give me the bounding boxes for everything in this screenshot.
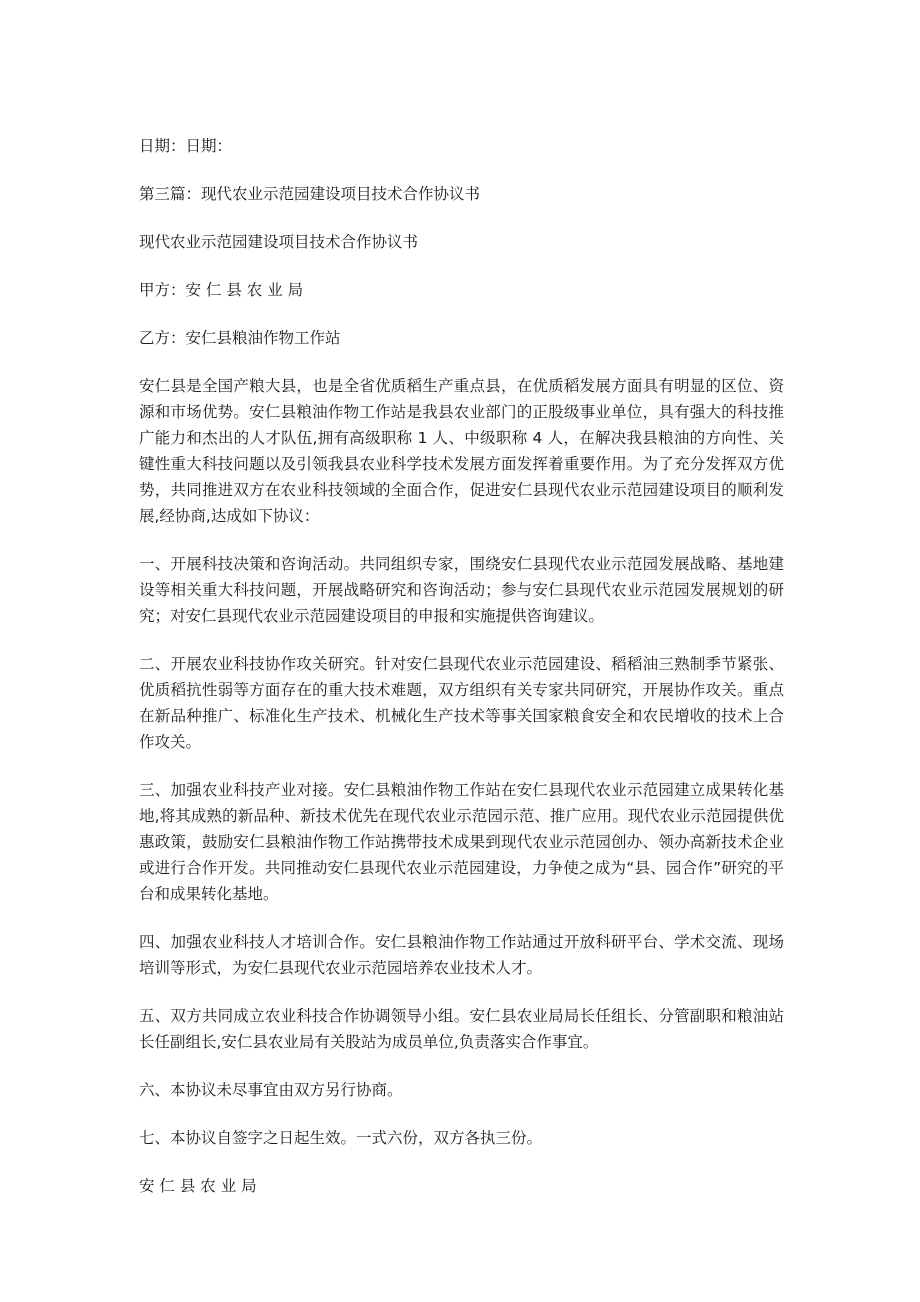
date-line: 日期：日期： bbox=[139, 137, 233, 155]
clause-3: 三、加强农业科技产业对接。安仁县粮油作物工作站在安仁县现代农业示范园建立成果转化基地,将其成熟的新品种、新技术优先在现代农业示范园示范、推广应用。现代农业示范园提供优惠政策，鼓励安仁县粮油作物工作站携带技术成果到现代农业示范园创办、领办高新技术企业或进行合作开发。共同推动安仁县现代农业示范园建设，力争使之成为“县、园合作”研究的平台和成果转化基地。 bbox=[139, 781, 784, 903]
document-body bbox=[139, 133, 784, 1199]
clause-6: 六、本协议未尽事宜由双方另行协商。 bbox=[139, 1081, 403, 1099]
agreement-title: 现代农业示范园建设项目技术合作协议书 bbox=[139, 233, 419, 251]
intro-paragraph: 安仁县是全国产粮大县，也是全省优质稻生产重点县，在优质稻发展方面具有明显的区位、资源和市场优势。安仁县粮油作物工作站是我县农业部门的正股级事业单位，具有强大的科技推广能力和杰出的人才队伍,拥有高级职称 1 人、中级职称 4 人，在解决我县粮油的方向性、关键性重大科技问题以及引领我县农业科学技术发展方面发挥着重要作用。为了充分发挥双方优势，共同推进双方在农业科技领域的全面合作，促进安仁县现代农业示范园建设项目的顺利发展,经协商,达成如下协议： bbox=[139, 377, 784, 525]
clause-7: 七、本协议自签字之日起生效。一式六份，双方各执三份。 bbox=[139, 1129, 543, 1147]
clause-1: 一、开展科技决策和咨询活动。共同组织专家，围绕安仁县现代农业示范园发展战略、基地建设等相关重大科技问题，开展战略研究和咨询活动；参与安仁县现代农业示范园发展规划的研究；对安仁县现代农业示范园建设项目的申报和实施提供咨询建议。 bbox=[139, 555, 784, 625]
clause-5: 五、双方共同成立农业科技合作协调领导小组。安仁县农业局局长任组长、分管副职和粮油站长任副组长,安仁县农业局有关股站为成员单位,负责落实合作事宜。 bbox=[139, 1007, 784, 1051]
clause-2: 二、开展农业科技协作攻关研究。针对安仁县现代农业示范园建设、稻稻油三熟制季节紧张、优质稻抗性弱等方面存在的重大技术难题，双方组织有关专家共同研究，开展协作攻关。重点在新品种推广、标准化生产技术、机械化生产技术等事关国家粮食安全和农民增收的技术上合作攻关。 bbox=[139, 655, 784, 751]
party-a: 甲方：安 仁 县 农 业 局 bbox=[139, 281, 304, 299]
section-heading: 第三篇：现代农业示范园建设项目技术合作协议书 bbox=[139, 185, 481, 203]
party-b: 乙方：安仁县粮油作物工作站 bbox=[139, 329, 341, 347]
signature-line: 安 仁 县 农 业 局 bbox=[139, 1177, 257, 1195]
clause-4: 四、加强农业科技人才培训合作。安仁县粮油作物工作站通过开放科研平台、学术交流、现场培训等形式，为安仁县现代农业示范园培养农业技术人才。 bbox=[139, 933, 784, 977]
